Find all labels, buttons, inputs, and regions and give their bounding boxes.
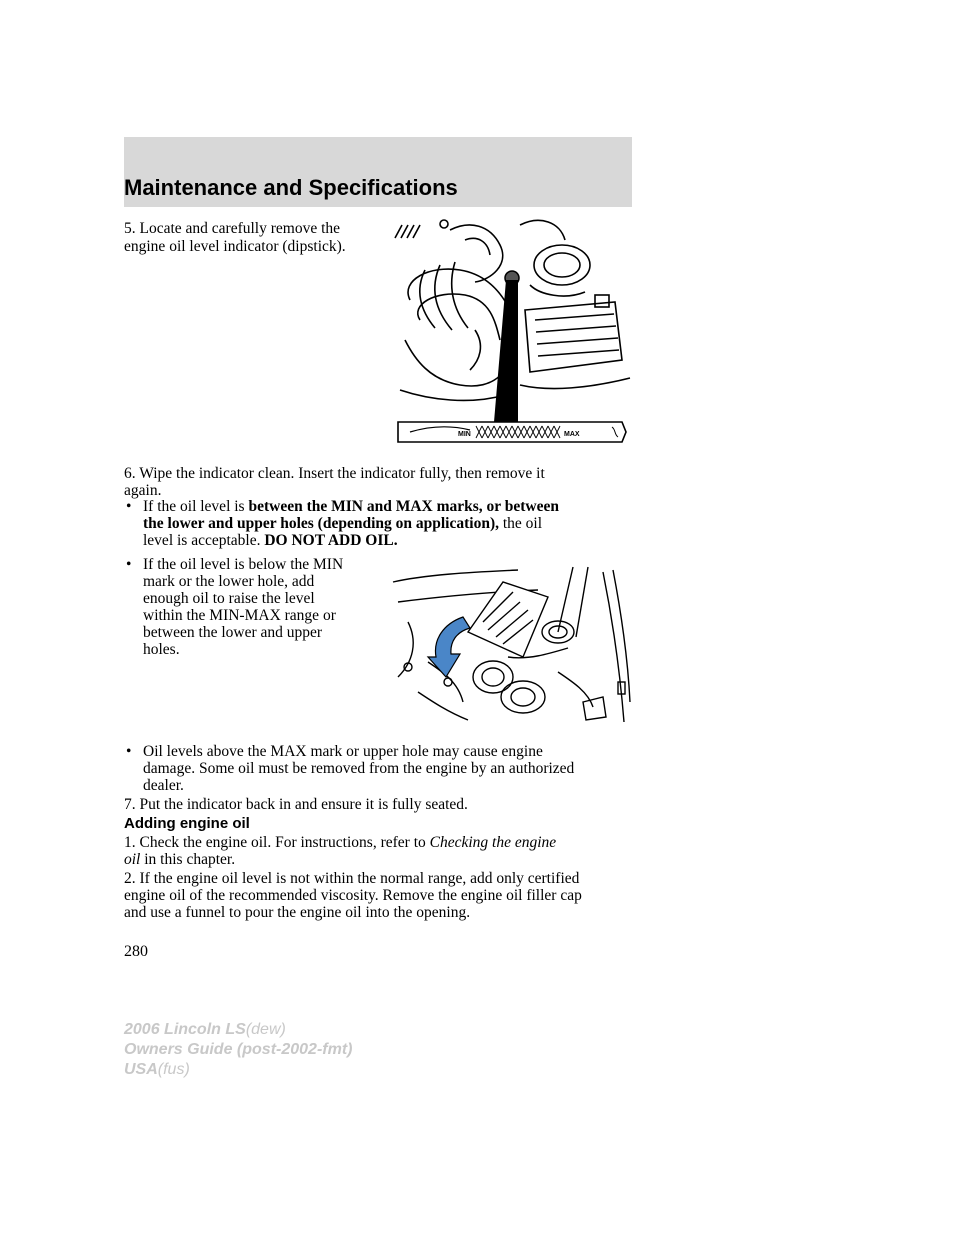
bullet1-line1 [143, 498, 559, 515]
bullet2-line: If the oil level is below the MIN [143, 556, 344, 573]
footer-line3 [124, 1061, 190, 1079]
step6-line1: 6. Wipe the indicator clean. Insert the indicator fully, then remove it [124, 465, 545, 482]
bullet1-post: the oil [499, 515, 543, 532]
footer-line1 [124, 1021, 286, 1039]
bullet3-line: Oil levels above the MAX mark or upper hole may cause engine [143, 743, 543, 760]
bullet-marker: • [126, 498, 132, 515]
adding-step2-line: 2. If the engine oil level is not within the normal range, add only certified [124, 870, 580, 887]
adding-step1-pre: 1. Check the engine oil. For instructions, refer to [124, 834, 430, 851]
footer-model: 2006 Lincoln LS [124, 1021, 246, 1038]
bullet2-line: mark or the lower hole, add [143, 573, 315, 590]
step7-text: 7. Put the indicator back in and ensure it is fully seated. [124, 796, 468, 813]
bullet2-line: holes. [143, 641, 180, 658]
adding-step2-line: and use a funnel to pour the engine oil into the opening. [124, 904, 471, 921]
footer-market: USA [124, 1061, 158, 1078]
footer-model-code: (dew) [245, 1021, 286, 1038]
bullet2-line: enough oil to raise the level [143, 590, 315, 607]
adding-step1-post: in this chapter. [140, 851, 236, 868]
dipstick-max-label: MAX [564, 431, 580, 438]
footer-line2 [124, 1041, 352, 1059]
bullet3-line: dealer. [143, 777, 184, 794]
bullet1-line3 [143, 532, 398, 549]
checking-engine-oil-reference-cont: oil [124, 851, 141, 868]
checking-engine-oil-reference: Checking the engine [429, 834, 557, 851]
adding-step1-line1 [124, 834, 556, 851]
bullet1-line3-pre: level is acceptable. [143, 532, 265, 549]
step6-line2: again. [124, 482, 162, 499]
bullet1-bold2: the lower and upper holes (depending on application), [143, 515, 499, 532]
page-number: 280 [124, 943, 148, 960]
step5-line1: 5. Locate and carefully remove the [124, 220, 341, 237]
footer-market-code: (fus) [157, 1061, 190, 1078]
step5-line2: engine oil level indicator (dipstick). [124, 238, 346, 255]
adding-step2-line: engine oil of the recommended viscosity. Remove the engine oil filler cap [124, 887, 582, 904]
bullet-marker: • [126, 556, 132, 573]
dipstick-illustration [390, 210, 635, 445]
bullet2-line: within the MIN-MAX range or [143, 607, 336, 624]
adding-step1-line2 [124, 851, 235, 868]
dipstick-min-label: MIN [458, 431, 471, 438]
footer-guide: Owners Guide (post-2002-fmt) [124, 1041, 353, 1058]
oil-pouring-illustration [388, 562, 638, 727]
bullet2-line: between the lower and upper [143, 624, 323, 641]
bullet3-line: damage. Some oil must be removed from the engine by an authorized [143, 760, 575, 777]
bullet1-bold1: between the MIN and MAX marks, or between [248, 498, 560, 515]
section-heading-adding-engine-oil: Adding engine oil [124, 815, 250, 832]
bullet1-line2 [143, 515, 542, 532]
bullet1-pre: If the oil level is [143, 498, 249, 515]
page-title: Maintenance and Specifications [124, 175, 458, 200]
bullet1-line3-bold: DO NOT ADD OIL. [264, 532, 398, 549]
bullet-marker: • [126, 743, 132, 760]
